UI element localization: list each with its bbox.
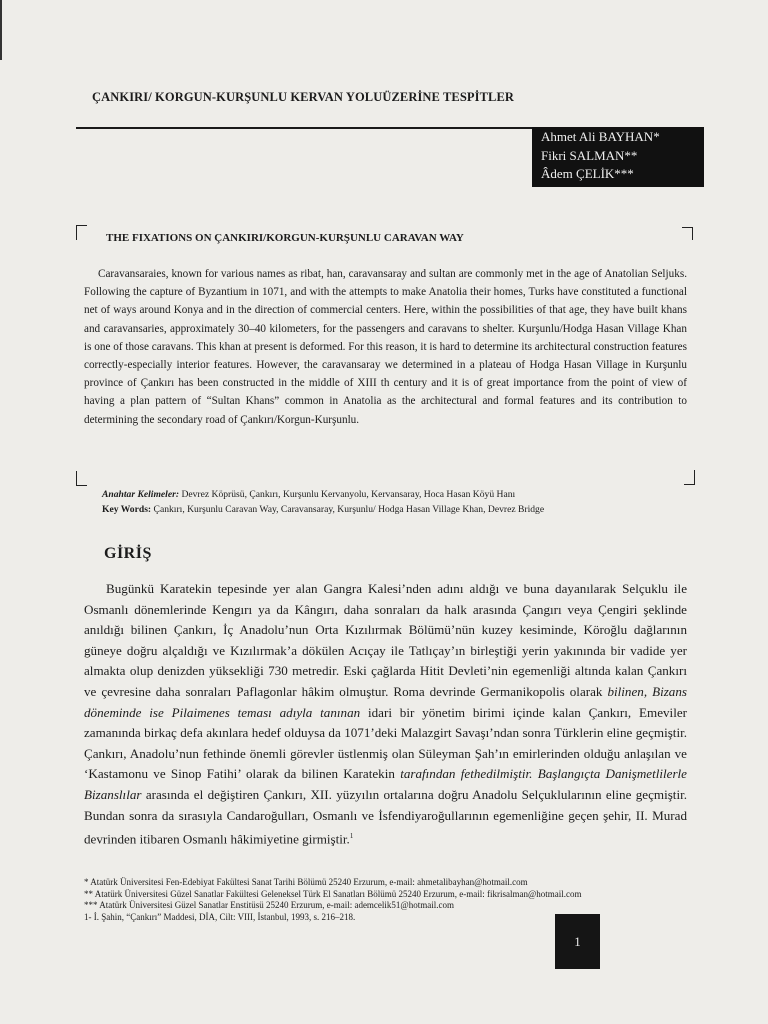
author-name: Âdem ÇELİK*** [541,166,634,181]
footnote: *** Atatürk Üniversitesi Güzel Sanatlar Enstitüsü 25240 Erzurum, e-mail: ademcelik51@hotmail.com [84,900,454,911]
section-heading: GİRİŞ [104,545,152,562]
keywords-en-text: Çankırı, Kurşunlu Caravan Way, Caravansaray, Kurşunlu/ Hodga Hasan Village Khan, Devrez Bridge [153,503,545,515]
author-name: Fikri SALMAN** [541,147,638,163]
body-text [84,579,687,850]
body-text-part-3: arasında el değiştiren Çankırı, XII. yüzyılın ortalarına doğru Anadolu Selçuklularının eline geçmiştir. Bundan sonra da sırasıyla Candaroğulları, Osmanlı ve İsfendiyaroğullarının egemenliğine geçen şehir, II. Murad devrinden itibaren Osmanlı hâkimiyetine girmiştir. [84,786,687,847]
corner-bracket-top-left [76,225,87,240]
corner-bracket-bottom-left [76,471,87,486]
corner-bracket-bottom-right [684,470,695,485]
keywords-tr-label: Anahtar Kelimeler: [102,489,180,500]
page-edge-mark [0,0,2,60]
keywords-en [84,503,687,518]
abstract [84,265,687,429]
abstract-paragraph: Caravansaraies, known for various names as ribat, han, caravansaray and sultan are commonly met in the age of Anatolian Seljuks. Following the capture of Byzantium in 1071, and with the attempts to make Anatolia their homes, Turks have constituted a functional net of ways around Konya and in the direction of commercial centers. Here, within the possibilities of that age, they have built khans and caravansaries, approximately 30–40 kilometers, for the passengers and caravans to shelter. Kurşunlu/Hodga Hasan Village Khan is one of those caravans. This khan at present is deformed. For this reason, it is hard to determine its architectural construction features correctly-especially interior features. However, the caravansaray we determined in a plateau of Hodga Hasan Village in Kurşunlu province of Çankırı has been constructed in the middle of XIII th century and it is of great importance from the point of view of having a plan pattern of “Sultan Khans” common in Anatolia as the architectural and formal features and its contribution to determining the secondary road of Çankırı/Korgun-Kurşunlu. [84,268,687,426]
body-italic-1: bilinen, Bizans döneminde ise Pilaimenes teması adıyla tanınan [84,683,687,720]
article-title: ÇANKIRI/ KORGUN-KURŞUNLU KERVAN YOLUÜZERİNE TESPİTLER [92,90,515,104]
footnote-ref: 1 [349,832,354,841]
footnote: * Atatürk Üniversitesi Fen-Edebiyat Fakültesi Sanat Tarihi Bölümü 25240 Erzurum, e-mail: ahmetalibayhan@hotmail.com [84,877,528,887]
abstract-title: THE FIXATIONS ON ÇANKIRI/KORGUN-KURŞUNLU CARAVAN WAY [106,232,464,244]
body-paragraph [84,579,687,850]
body-italic-2: tarafından fethedilmiştir. Başlangıçta Danişmetlilerle Bizanslılar [84,766,687,802]
body-text-part-1: Bugünkü Karatekin tepesinde yer alan Gangra Kalesi’nden adını aldığı ve buna dayanılarak Selçuklu ile Osmanlı dönemlerinde Kengırı ya da Kângırı, daha sonraları da halk arasında Çangırı veya Çengiri şeklinde anıldığı bilinen Çankırı, İç Anadolu’nun Orta Kızılırmak Bölümü’nün kuzey kesiminde, Köroğlu dağlarının güneye doğru alçaldığı ve Kızılırmak’a dökülen Acıçay ile Tatlıçay’ın birleştiği yerin yakınında bir vadide yer almakta olup denizden yüksekliği 730 metredir. Eski çağlarda Hitit Devleti’nin egemenliği altında kalan Çankırı ve çevresine daha sonraları Paflagonlar hâkim olmuştur. Roma devrinde Germanikopolis olarak [84,581,687,699]
author-name: Ahmet Ali BAYHAN* [541,129,660,144]
footnote: 1- İ. Şahin, “Çankırı” Maddesi, DİA, Cilt: VIII, İstanbul, 1993, s. 216–218. [84,911,356,922]
keywords-block [84,488,687,517]
author-box [532,127,704,187]
keywords-en-label: Key Words: [102,503,152,515]
keywords-tr-text: Devrez Köprüsü, Çankırı, Kurşunlu Kervanyolu, Kervansaray, Hoca Hasan Köyü Hanı [181,489,516,500]
page-number: 1 [555,914,600,969]
corner-bracket-top-right [682,227,693,240]
body-text-part-2: idari bir yönetim birimi içinde kalan Çankırı, Emeviler zamanında birkaç defa akınlara hedef olduysa da 1071’deki Malazgirt Savaşı’ndan sonra Türklerin eline geçmiştir. Çankırı, Anadolu’nun fethinde önemli görevler üstlenmiş olan Süleyman Şah’ın emirlerinden olduğu anlaşılan ve ‘Kastamonu ve Sinop Fatihi’ olarak da bilinen Karatekin [84,704,688,782]
footnote: ** Atatürk Üniversitesi Güzel Sanatlar Fakültesi Geleneksel Türk El Sanatları Bölümü 25240 Erzurum, e-mail: fikrisalman@hotmail.com [84,888,582,899]
keywords-tr [84,488,687,503]
